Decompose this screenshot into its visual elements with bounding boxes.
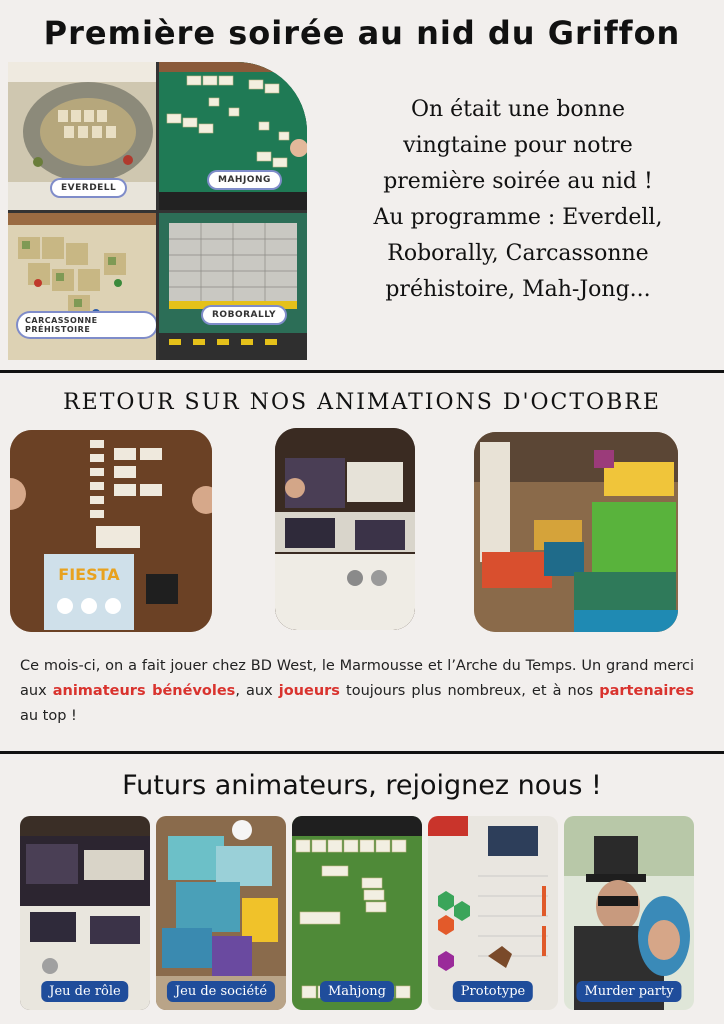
- intro-text: [318, 92, 718, 308]
- card-jeu-de-societe: [156, 816, 286, 1010]
- card-mahjong: [292, 816, 422, 1010]
- highlight-players: joueurs: [278, 683, 340, 699]
- section-divider: [0, 370, 724, 373]
- card-label: Mahjong: [320, 981, 394, 1002]
- card-label: Jeu de société: [167, 981, 275, 1002]
- photo-collage: [8, 62, 307, 360]
- intro-line: On était une bonne: [410, 97, 626, 122]
- card-prototype: [428, 816, 558, 1010]
- everdell-photo: [8, 62, 156, 210]
- intro-line: vingtaine pour notre: [403, 133, 633, 158]
- join-title: Futurs animateurs, rejoignez nous !: [122, 770, 602, 801]
- card-jeu-de-role: [20, 816, 150, 1010]
- everdell-label: EVERDELL: [52, 180, 125, 196]
- october-paragraph: [20, 654, 694, 729]
- october-title: RETOUR SUR NOS ANIMATIONS D'OCTOBRE: [63, 390, 661, 415]
- carcassonne-photo: [8, 213, 156, 360]
- fiesta-photo: [10, 430, 212, 632]
- roborally-label: ROBORALLY: [203, 307, 285, 323]
- mahjong-photo: [159, 62, 307, 210]
- card-murder-party: [564, 816, 694, 1010]
- page-title: Première soirée au nid du Griffon: [43, 14, 681, 52]
- intro-line: Roborally, Carcassonne: [387, 241, 649, 266]
- roborally-photo: [159, 213, 307, 360]
- highlight-partners: partenaires: [599, 683, 695, 699]
- paragraph-text: , aux: [235, 683, 279, 699]
- card-label: Prototype: [453, 981, 533, 1002]
- intro-line: première soirée au nid !: [383, 169, 653, 194]
- section-divider: [0, 751, 724, 754]
- intro-line: préhistoire, Mah-Jong...: [385, 277, 651, 302]
- card-label: Jeu de rôle: [41, 981, 128, 1002]
- highlight-volunteers: animateurs bénévoles: [52, 683, 236, 699]
- jdr-photo: [275, 428, 415, 630]
- mahjong-label: MAHJONG: [209, 172, 280, 188]
- games-shelf-photo: [474, 432, 678, 632]
- paragraph-text: Ce mois-ci, on a fait jouer chez BD West, le Marmousse et l’Arche du Temps. Un grand merci aux: [20, 658, 694, 699]
- paragraph-text: au top !: [20, 708, 77, 724]
- card-label: Murder party: [576, 981, 681, 1002]
- fiesta-box-title: FIESTA: [58, 565, 120, 584]
- paragraph-text: toujours plus nombreux, et à nos: [339, 683, 600, 699]
- carcassonne-label: CARCASSONNE PRÉHISTOIRE: [18, 313, 156, 337]
- intro-line: Au programme : Everdell,: [373, 205, 663, 230]
